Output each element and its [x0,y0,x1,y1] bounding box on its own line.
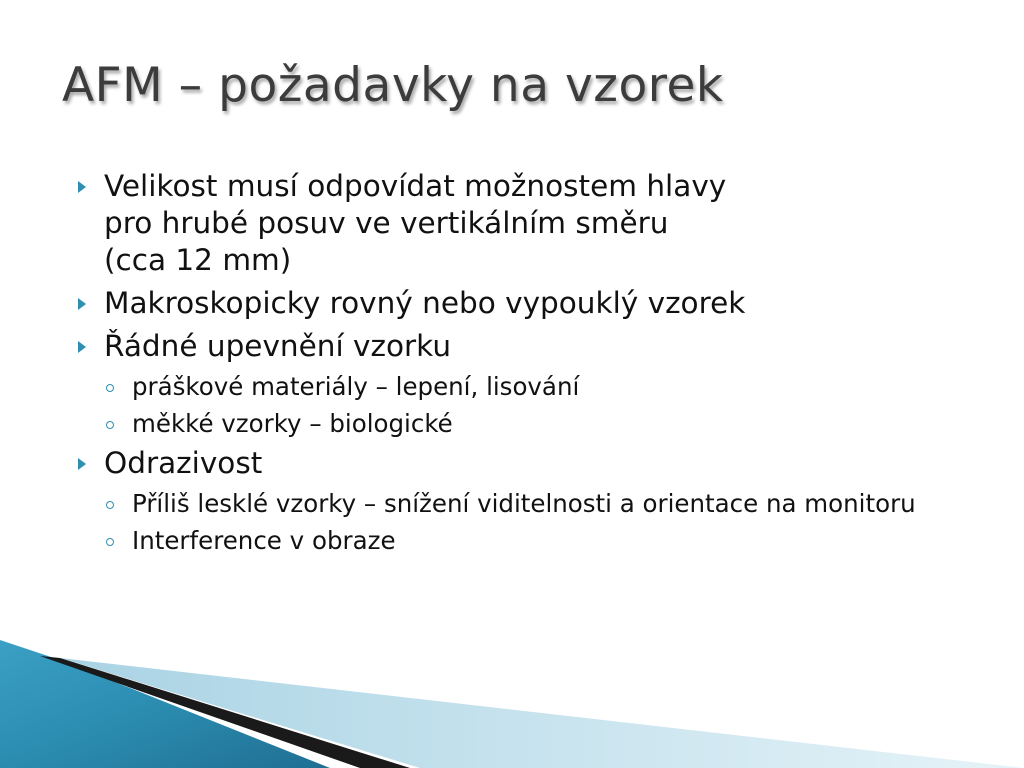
triangle-bullet-icon [78,181,86,193]
sub-bullet-text: měkké vzorky – biologické [132,409,453,438]
bullet-item [78,168,978,279]
bullet-text: Velikost musí odpovídat možnostem hlavy pro hrubé posuv ve vertikálním směru (cca 12 mm) [104,169,727,277]
sub-bullet-item [78,525,978,556]
bullet-item [78,328,978,365]
bullet-text: Odrazivost [104,446,263,480]
sub-bullet-item [78,371,978,402]
decorative-corner-graphic [0,638,1024,768]
circle-bullet-icon [106,384,114,392]
bullet-list [78,168,978,562]
sub-bullet-item [78,408,978,439]
bullet-text: Makroskopicky rovný nebo vypouklý vzorek [104,286,746,320]
sub-bullet-item [78,488,978,519]
bullet-item [78,445,978,482]
circle-bullet-icon [106,501,114,509]
circle-bullet-icon [106,538,114,546]
bullet-item [78,285,978,322]
sub-bullet-text: práškové materiály – lepení, lisování [132,372,580,401]
triangle-bullet-icon [78,341,86,353]
sub-bullet-text: Interference v obraze [132,526,396,555]
triangle-bullet-icon [78,458,86,470]
circle-bullet-icon [106,421,114,429]
slide-title: AFM – požadavky na vzorek [62,58,724,113]
sub-bullet-text: Příliš lesklé vzorky – snížení viditelnosti a orientace na monitoru [132,489,916,518]
bullet-text: Řádné upevnění vzorku [104,329,452,363]
triangle-bullet-icon [78,298,86,310]
